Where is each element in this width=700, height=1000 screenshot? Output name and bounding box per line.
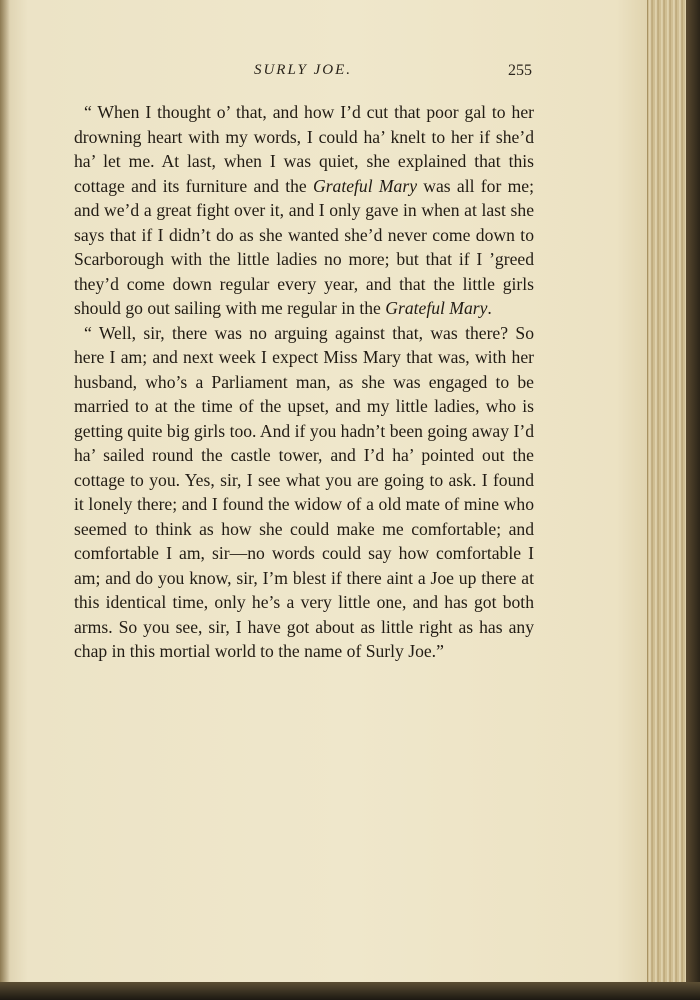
text-run: “ When I thought o’ that, and how I’d cut that poor gal to her drowning heart with my words, I could ha’ knelt to her if she’d ha’ let me. At last, when I was quiet, she explained that this cottage and its furniture and the — [74, 102, 534, 196]
italic-title: Grateful Mary — [312, 175, 417, 196]
bottom-edge — [0, 982, 700, 1000]
page-header — [74, 62, 532, 86]
gutter-shadow — [0, 0, 10, 1000]
text-run: . — [487, 298, 492, 318]
italic-title: Grateful Mary — [385, 298, 488, 318]
body-text — [74, 100, 534, 664]
paragraph — [74, 100, 534, 321]
paragraph — [74, 321, 534, 664]
page-number: 255 — [508, 62, 532, 79]
text-run: was all for me; and we’d a great fight over it, and I only gave in when at last she says that if I didn’t do as she wanted she’d never come down to Scarborough with the little ladies no more; but that if I ’greed they’d come down regular every year, and that the little girls should go out sailing with me regular in the — [74, 175, 534, 318]
book-spine — [686, 0, 700, 1000]
text-run: “ Well, sir, there was no arguing against that, was there? So here I am; and next week I expect Miss Mary that was, with her husband, who’s a Parliament man, as she was engaged to be married to at the time of the upset, and my little ladies, who is getting quite big girls too. And if you hadn’t been going away I’d ha’ sailed round the castle tower, and I’d ha’ pointed out the cottage to you. Yes, sir, I see what you are going to ask. I found it lonely there; and I found the widow of a old mate of mine who seemed to think as how she could make me comfortable; and comfortable I am, sir—no words could say how comfortable I am; and do you know, sir, I’m blest if there aint a Joe up there at this identical time, only he’s a very little one, and has got both arms. So you see, sir, I have got about as little right as has any chap in this mortial world to the name of Surly Joe.” — [74, 322, 534, 661]
running-title: SURLY JOE. — [253, 62, 353, 78]
